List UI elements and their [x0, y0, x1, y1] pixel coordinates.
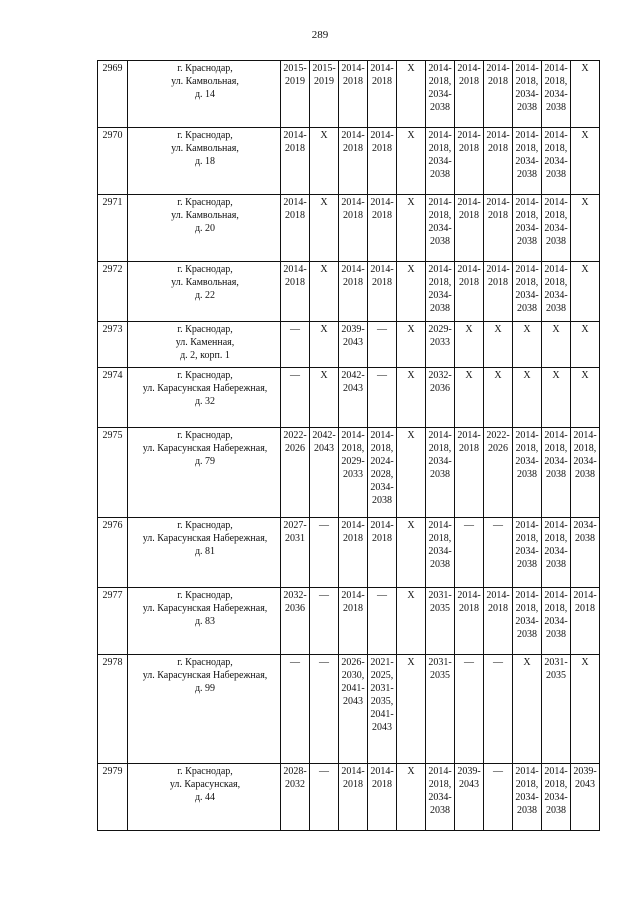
- table-row: [98, 588, 600, 655]
- row-number: 2974: [98, 368, 128, 428]
- housing-register-table: [97, 60, 600, 831]
- period-cell: —: [281, 322, 310, 368]
- table-row: [98, 764, 600, 831]
- period-cell: —: [484, 655, 513, 764]
- period-cell: 2014- 2018, 2034- 2038: [513, 428, 542, 518]
- address-cell: г. Краснодар, ул. Карасунская Набережная, д. 81: [128, 518, 281, 588]
- period-cell: 2014- 2018: [484, 588, 513, 655]
- row-number: 2979: [98, 764, 128, 831]
- period-cell: 2022- 2026: [281, 428, 310, 518]
- row-number: 2975: [98, 428, 128, 518]
- period-cell: —: [281, 368, 310, 428]
- period-cell: 2031- 2035: [426, 588, 455, 655]
- period-cell: —: [310, 764, 339, 831]
- address-cell: г. Краснодар, ул. Камвольная, д. 14: [128, 61, 281, 128]
- period-cell: 2042- 2043: [310, 428, 339, 518]
- period-cell: X: [310, 368, 339, 428]
- period-cell: 2014- 2018: [339, 195, 368, 262]
- period-cell: 2042- 2043: [339, 368, 368, 428]
- period-cell: 2014- 2018: [368, 262, 397, 322]
- table-row: [98, 128, 600, 195]
- period-cell: 2015- 2019: [310, 61, 339, 128]
- period-cell: —: [455, 655, 484, 764]
- period-cell: 2014- 2018, 2034- 2038: [513, 195, 542, 262]
- address-cell: г. Краснодар, ул. Камвольная, д. 22: [128, 262, 281, 322]
- period-cell: X: [571, 655, 600, 764]
- period-cell: X: [571, 368, 600, 428]
- address-cell: г. Краснодар, ул. Карасунская Набережная, д. 83: [128, 588, 281, 655]
- period-cell: X: [513, 322, 542, 368]
- period-cell: X: [542, 368, 571, 428]
- period-cell: —: [455, 518, 484, 588]
- period-cell: 2014- 2018: [339, 764, 368, 831]
- period-cell: 2014- 2018: [455, 61, 484, 128]
- period-cell: X: [397, 655, 426, 764]
- period-cell: X: [571, 262, 600, 322]
- period-cell: X: [310, 262, 339, 322]
- row-number: 2970: [98, 128, 128, 195]
- period-cell: X: [397, 61, 426, 128]
- table-row: [98, 428, 600, 518]
- period-cell: X: [397, 518, 426, 588]
- period-cell: 2039- 2043: [339, 322, 368, 368]
- period-cell: X: [310, 128, 339, 195]
- period-cell: 2026- 2030, 2041- 2043: [339, 655, 368, 764]
- period-cell: X: [484, 322, 513, 368]
- address-cell: г. Краснодар, ул. Карасунская, д. 44: [128, 764, 281, 831]
- period-cell: 2014- 2018: [455, 262, 484, 322]
- address-cell: г. Краснодар, ул. Камвольная, д. 20: [128, 195, 281, 262]
- period-cell: X: [571, 128, 600, 195]
- period-cell: 2014- 2018, 2034- 2038: [571, 428, 600, 518]
- row-number: 2973: [98, 322, 128, 368]
- period-cell: 2014- 2018: [484, 195, 513, 262]
- period-cell: 2014- 2018: [455, 588, 484, 655]
- period-cell: 2014- 2018: [455, 195, 484, 262]
- period-cell: X: [310, 322, 339, 368]
- period-cell: 2014- 2018, 2034- 2038: [426, 128, 455, 195]
- period-cell: 2014- 2018, 2034- 2038: [513, 128, 542, 195]
- period-cell: 2014- 2018: [368, 128, 397, 195]
- address-cell: г. Краснодар, ул. Камвольная, д. 18: [128, 128, 281, 195]
- period-cell: 2022- 2026: [484, 428, 513, 518]
- period-cell: 2014- 2018, 2034- 2038: [542, 428, 571, 518]
- period-cell: 2014- 2018: [368, 764, 397, 831]
- period-cell: 2014- 2018, 2034- 2038: [513, 518, 542, 588]
- period-cell: 2014- 2018, 2029- 2033: [339, 428, 368, 518]
- period-cell: 2014- 2018: [281, 128, 310, 195]
- period-cell: 2034- 2038: [571, 518, 600, 588]
- period-cell: X: [397, 322, 426, 368]
- period-cell: 2014- 2018, 2034- 2038: [542, 588, 571, 655]
- period-cell: X: [455, 368, 484, 428]
- period-cell: 2014- 2018: [484, 262, 513, 322]
- table-row: [98, 262, 600, 322]
- period-cell: 2014- 2018, 2034- 2038: [426, 428, 455, 518]
- table-row: [98, 195, 600, 262]
- period-cell: —: [281, 655, 310, 764]
- period-cell: 2014- 2018, 2034- 2038: [513, 262, 542, 322]
- period-cell: 2029- 2033: [426, 322, 455, 368]
- period-cell: 2027- 2031: [281, 518, 310, 588]
- period-cell: 2014- 2018, 2024- 2028, 2034- 2038: [368, 428, 397, 518]
- table-row: [98, 655, 600, 764]
- period-cell: 2014- 2018, 2034- 2038: [542, 195, 571, 262]
- period-cell: 2014- 2018: [484, 128, 513, 195]
- period-cell: —: [368, 588, 397, 655]
- period-cell: X: [513, 655, 542, 764]
- period-cell: 2014- 2018: [339, 588, 368, 655]
- period-cell: 2039- 2043: [571, 764, 600, 831]
- period-cell: 2014- 2018: [455, 128, 484, 195]
- period-cell: —: [368, 322, 397, 368]
- period-cell: 2014- 2018: [339, 262, 368, 322]
- period-cell: 2032- 2036: [426, 368, 455, 428]
- period-cell: 2014- 2018: [368, 518, 397, 588]
- table-row: [98, 368, 600, 428]
- period-cell: 2014- 2018, 2034- 2038: [513, 764, 542, 831]
- period-cell: —: [484, 518, 513, 588]
- period-cell: 2014- 2018, 2034- 2038: [542, 262, 571, 322]
- period-cell: 2014- 2018, 2034- 2038: [426, 518, 455, 588]
- period-cell: 2014- 2018, 2034- 2038: [426, 61, 455, 128]
- period-cell: 2014- 2018, 2034- 2038: [542, 61, 571, 128]
- period-cell: —: [310, 655, 339, 764]
- period-cell: X: [397, 368, 426, 428]
- period-cell: 2014- 2018, 2034- 2038: [426, 764, 455, 831]
- period-cell: X: [397, 428, 426, 518]
- period-cell: 2014- 2018: [455, 428, 484, 518]
- period-cell: 2014- 2018: [339, 128, 368, 195]
- period-cell: 2014- 2018, 2034- 2038: [542, 518, 571, 588]
- period-cell: X: [571, 322, 600, 368]
- table-row: [98, 518, 600, 588]
- period-cell: 2014- 2018, 2034- 2038: [426, 195, 455, 262]
- period-cell: 2014- 2018: [339, 61, 368, 128]
- address-cell: г. Краснодар, ул. Карасунская Набережная, д. 79: [128, 428, 281, 518]
- period-cell: 2014- 2018, 2034- 2038: [426, 262, 455, 322]
- period-cell: 2014- 2018, 2034- 2038: [542, 128, 571, 195]
- period-cell: 2014- 2018: [571, 588, 600, 655]
- period-cell: X: [542, 322, 571, 368]
- period-cell: X: [310, 195, 339, 262]
- period-cell: 2014- 2018: [281, 195, 310, 262]
- period-cell: 2014- 2018, 2034- 2038: [513, 588, 542, 655]
- period-cell: 2014- 2018: [368, 61, 397, 128]
- period-cell: 2015- 2019: [281, 61, 310, 128]
- row-number: 2971: [98, 195, 128, 262]
- period-cell: X: [484, 368, 513, 428]
- period-cell: X: [397, 764, 426, 831]
- period-cell: 2031- 2035: [542, 655, 571, 764]
- period-cell: X: [397, 588, 426, 655]
- period-cell: 2028- 2032: [281, 764, 310, 831]
- address-cell: г. Краснодар, ул. Карасунская Набережная, д. 32: [128, 368, 281, 428]
- period-cell: X: [571, 61, 600, 128]
- period-cell: 2014- 2018: [368, 195, 397, 262]
- period-cell: —: [484, 764, 513, 831]
- period-cell: —: [310, 588, 339, 655]
- period-cell: 2032- 2036: [281, 588, 310, 655]
- period-cell: 2039- 2043: [455, 764, 484, 831]
- period-cell: X: [397, 128, 426, 195]
- period-cell: X: [397, 262, 426, 322]
- period-cell: X: [397, 195, 426, 262]
- period-cell: X: [571, 195, 600, 262]
- row-number: 2972: [98, 262, 128, 322]
- period-cell: 2014- 2018, 2034- 2038: [513, 61, 542, 128]
- period-cell: —: [310, 518, 339, 588]
- period-cell: —: [368, 368, 397, 428]
- table-row: [98, 322, 600, 368]
- address-cell: г. Краснодар, ул. Каменная, д. 2, корп. 1: [128, 322, 281, 368]
- period-cell: 2014- 2018: [484, 61, 513, 128]
- row-number: 2977: [98, 588, 128, 655]
- period-cell: 2014- 2018, 2034- 2038: [542, 764, 571, 831]
- page-number: 289: [311, 29, 329, 41]
- period-cell: 2014- 2018: [339, 518, 368, 588]
- address-cell: г. Краснодар, ул. Карасунская Набережная, д. 99: [128, 655, 281, 764]
- period-cell: 2014- 2018: [281, 262, 310, 322]
- period-cell: X: [455, 322, 484, 368]
- table-row: [98, 61, 600, 128]
- period-cell: 2031- 2035: [426, 655, 455, 764]
- period-cell: X: [513, 368, 542, 428]
- row-number: 2969: [98, 61, 128, 128]
- row-number: 2978: [98, 655, 128, 764]
- row-number: 2976: [98, 518, 128, 588]
- period-cell: 2021- 2025, 2031- 2035, 2041- 2043: [368, 655, 397, 764]
